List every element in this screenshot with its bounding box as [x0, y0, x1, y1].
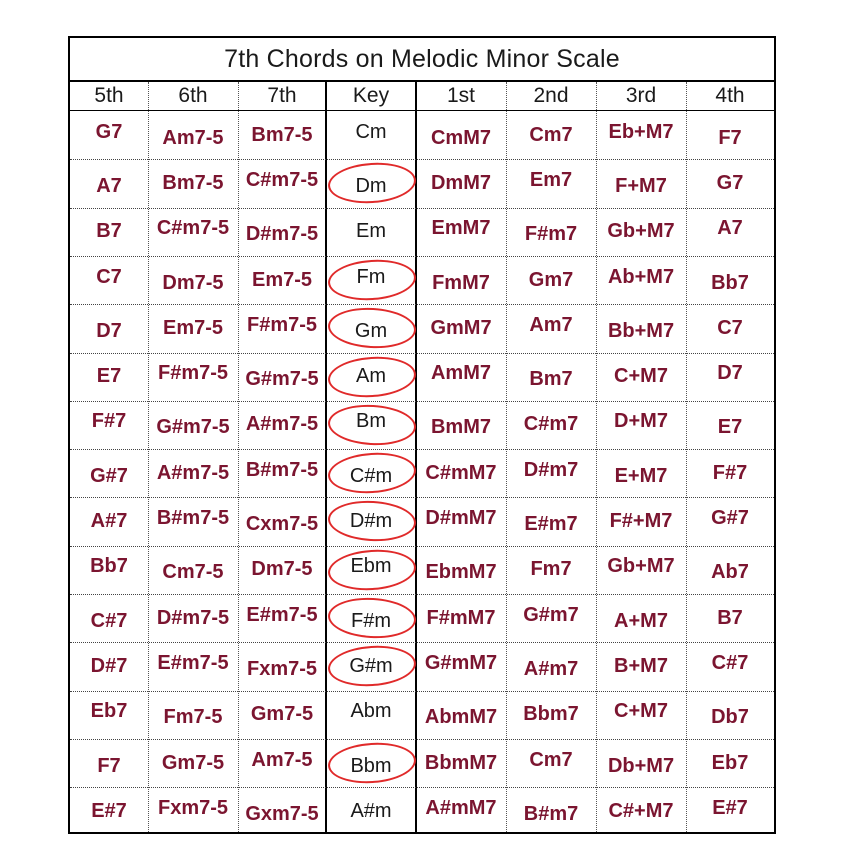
chord-cell-3rd: A+M7 — [614, 609, 668, 632]
chord-cell-1st: EbmM7 — [425, 561, 497, 584]
chord-cell-5th: C7 — [96, 265, 122, 288]
key-cell: Cm — [355, 120, 387, 143]
column-header-1st: 1st — [416, 82, 506, 111]
chord-cell-7th: Gxm7-5 — [245, 802, 319, 825]
chord-cell-2nd: G#m7 — [523, 603, 579, 626]
chord-cell-5th: A7 — [96, 174, 122, 197]
chord-cell-7th: A#m7-5 — [245, 413, 319, 436]
chord-cell-5th: F7 — [97, 754, 121, 777]
chord-cell-4th: E#7 — [712, 796, 748, 819]
key-cell: G#m — [349, 654, 393, 677]
chord-cell-3rd: F#+M7 — [609, 510, 673, 533]
chord-cell-2nd: Am7 — [529, 313, 573, 336]
chord-cell-4th: F7 — [718, 126, 742, 149]
chord-cell-3rd: Gb+M7 — [607, 220, 675, 243]
key-cell: Fm — [356, 265, 386, 288]
chord-cell-2nd: A#m7 — [523, 657, 579, 680]
key-cell: Ebm — [350, 555, 392, 578]
chord-cell-3rd: Bb+M7 — [607, 319, 675, 342]
key-cell: C#m — [349, 464, 393, 487]
chord-cell-7th: B#m7-5 — [245, 458, 319, 481]
chord-cell-4th: F#7 — [712, 461, 748, 484]
chord-cell-2nd: E#m7 — [524, 513, 578, 536]
chord-cell-6th: Fxm7-5 — [157, 796, 229, 819]
key-cell: Am — [356, 365, 386, 388]
chord-cell-2nd: Cm7 — [529, 123, 573, 146]
chord-cell-7th: Gm7-5 — [250, 703, 314, 726]
column-header-5th: 5th — [70, 82, 148, 111]
chord-cell-7th: Am7-5 — [251, 748, 313, 771]
chord-cell-2nd: Cm7 — [529, 748, 573, 771]
key-cell: Bbm — [350, 754, 392, 777]
chord-cell-1st: G#mM7 — [424, 651, 498, 674]
chord-cell-6th: Fm7-5 — [163, 706, 223, 729]
chord-cell-7th: G#m7-5 — [245, 368, 319, 391]
chord-cell-7th: F#m7-5 — [246, 313, 318, 336]
chord-cell-2nd: B#m7 — [523, 802, 579, 825]
chord-cell-5th: C#7 — [90, 609, 128, 632]
chord-cell-1st: A#mM7 — [425, 796, 497, 819]
chord-cell-6th: Gm7-5 — [161, 751, 225, 774]
key-cell: Em — [356, 220, 386, 243]
chord-cell-4th: G7 — [716, 171, 744, 194]
chord-cell-5th: B7 — [96, 220, 122, 243]
chord-cell-4th: E7 — [717, 416, 743, 439]
chord-cell-7th: E#m7-5 — [246, 603, 318, 626]
chord-cell-7th: Cxm7-5 — [245, 513, 319, 536]
chord-cell-5th: G7 — [95, 120, 123, 143]
chord-cell-1st: BmM7 — [430, 416, 491, 439]
key-cell: F#m — [351, 609, 391, 632]
chord-cell-1st: DmM7 — [430, 171, 491, 194]
chord-cell-7th: C#m7-5 — [245, 168, 319, 191]
key-cell: Dm — [355, 174, 387, 197]
chord-cell-3rd: C+M7 — [614, 365, 668, 388]
chord-cell-3rd: Db+M7 — [607, 754, 675, 777]
chord-cell-5th: Eb7 — [90, 700, 128, 723]
chord-cell-4th: Db7 — [711, 706, 749, 729]
chord-cell-1st: AmM7 — [430, 362, 491, 385]
chord-cell-3rd: B+M7 — [614, 654, 668, 677]
chord-cell-4th: Bb7 — [711, 271, 749, 294]
chord-cell-6th: G#m7-5 — [156, 416, 230, 439]
chord-cell-7th: D#m7-5 — [245, 223, 319, 246]
chord-cell-3rd: Eb+M7 — [608, 120, 674, 143]
chord-cell-5th: A#7 — [90, 510, 128, 533]
chord-cell-1st: FmM7 — [432, 271, 490, 294]
chord-cell-6th: Em7-5 — [162, 316, 224, 339]
chord-cell-1st: EmM7 — [431, 217, 491, 240]
chord-cell-4th: Eb7 — [711, 751, 749, 774]
key-cell: D#m — [349, 510, 393, 533]
chord-cell-4th: B7 — [717, 606, 743, 629]
chord-cell-5th: E7 — [96, 365, 122, 388]
chord-cell-5th: G#7 — [90, 464, 128, 487]
chord-cell-2nd: Gm7 — [528, 268, 574, 291]
chord-cell-1st: BbmM7 — [424, 751, 498, 774]
chord-cell-6th: C#m7-5 — [156, 217, 230, 240]
chord-cell-4th: C#7 — [711, 651, 749, 674]
chord-cell-3rd: C+M7 — [614, 700, 668, 723]
chord-cell-2nd: F#m7 — [524, 223, 578, 246]
column-header-6th: 6th — [148, 82, 238, 111]
chord-cell-4th: Ab7 — [711, 561, 749, 584]
chord-cell-6th: F#m7-5 — [157, 362, 229, 385]
column-header-3rd: 3rd — [596, 82, 686, 111]
key-cell: A#m — [350, 799, 392, 822]
chord-cell-3rd: Gb+M7 — [607, 555, 675, 578]
chord-cell-3rd: Ab+M7 — [607, 265, 675, 288]
chord-cell-2nd: C#m7 — [523, 413, 579, 436]
chord-cell-1st: CmM7 — [430, 126, 491, 149]
chord-cell-1st: C#mM7 — [425, 461, 497, 484]
chord-cell-4th: G#7 — [711, 507, 749, 530]
table-title: 7th Chords on Melodic Minor Scale — [70, 38, 774, 82]
chord-cell-3rd: F+M7 — [615, 174, 667, 197]
chord-cell-5th: D#7 — [90, 654, 128, 677]
chord-cell-3rd: D+M7 — [614, 410, 668, 433]
chord-cell-5th: Bb7 — [90, 555, 128, 578]
chord-cell-2nd: Bm7 — [529, 368, 573, 391]
column-header-4th: 4th — [686, 82, 774, 111]
chord-cell-2nd: Fm7 — [530, 558, 572, 581]
chord-cell-6th: Am7-5 — [162, 126, 224, 149]
chord-cell-7th: Dm7-5 — [251, 558, 313, 581]
chord-cell-3rd: C#+M7 — [608, 799, 674, 822]
chord-cell-7th: Em7-5 — [251, 268, 313, 291]
chord-cell-2nd: Em7 — [529, 168, 573, 191]
chord-cell-7th: Bm7-5 — [251, 123, 313, 146]
chord-cell-4th: A7 — [717, 217, 743, 240]
column-header-key: Key — [326, 82, 416, 111]
chord-table — [68, 36, 776, 834]
chord-cell-6th: Dm7-5 — [162, 271, 224, 294]
chord-cell-1st: AbmM7 — [424, 706, 498, 729]
chord-cell-1st: D#mM7 — [425, 507, 497, 530]
chord-cell-6th: Cm7-5 — [162, 561, 224, 584]
chord-cell-6th: E#m7-5 — [157, 651, 229, 674]
chord-cell-6th: D#m7-5 — [156, 606, 230, 629]
chord-cell-1st: F#mM7 — [426, 606, 496, 629]
chord-cell-7th: Fxm7-5 — [246, 657, 318, 680]
chord-cell-3rd: E+M7 — [614, 464, 668, 487]
chord-cell-4th: C7 — [717, 316, 743, 339]
chord-cell-5th: D7 — [96, 319, 122, 342]
chord-cell-4th: D7 — [717, 362, 743, 385]
chord-cell-6th: Bm7-5 — [162, 171, 224, 194]
key-cell: Gm — [354, 319, 388, 342]
chord-cell-1st: GmM7 — [430, 316, 492, 339]
key-cell: Bm — [356, 410, 386, 433]
chord-cell-2nd: Bbm7 — [523, 703, 579, 726]
chord-cell-6th: A#m7-5 — [156, 461, 230, 484]
chord-cell-5th: E#7 — [91, 799, 127, 822]
chord-cell-2nd: D#m7 — [523, 458, 579, 481]
column-header-7th: 7th — [238, 82, 326, 111]
chord-cell-6th: B#m7-5 — [156, 507, 230, 530]
chord-cell-5th: F#7 — [91, 410, 127, 433]
column-header-2nd: 2nd — [506, 82, 596, 111]
key-cell: Abm — [350, 700, 392, 723]
